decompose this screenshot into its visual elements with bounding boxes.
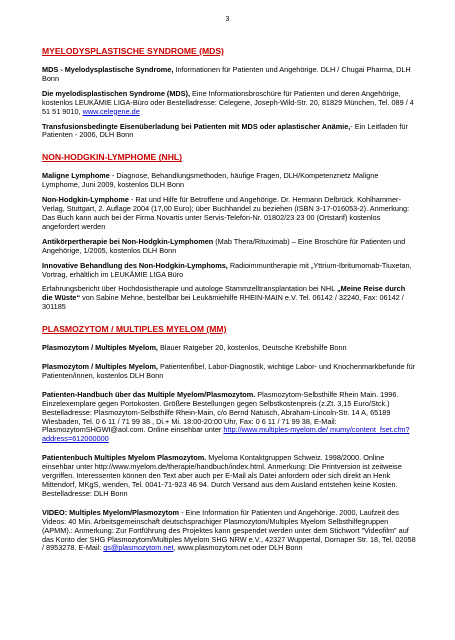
entry-title: Patientenbuch Multiples Myelom Plasmozytom. [42, 453, 207, 463]
entry-text: - Diagnose, Behandlungsmethoden, häufige Fragen, DLH/Kompetenznetz Maligne Lymphome, Juni 2009, kostenlos DLH Bonn [42, 171, 379, 190]
page-number: 3 [225, 16, 230, 23]
link-multiples-myelom[interactable]: http://www.multiples-myelom.de/ mumy/content_fset.cfm?address=612000000 [42, 425, 410, 444]
entry-nhl-3 [42, 238, 417, 256]
entry-text: Informationen für Patienten und Angehörige. DLH / Chugai Pharma, DLH Bonn [42, 65, 411, 83]
entry-title: Patienten-Handbuch über das Multiple Myelom/Plasmozytom. [42, 389, 256, 399]
entry-nhl-5 [42, 285, 417, 312]
entry-title: Maligne Lymphome [42, 171, 110, 181]
entry-text: von Sabine Mehne, bestellbar bei Leukämiehilfe RHEIN-MAIN e.V. Tel. 06142 / 32240, Fax: 06142 / 301185 [42, 293, 404, 312]
entry-title: Die myelodisplastischen Syndrome (MDS), [42, 88, 191, 98]
entry-title: VIDEO: Multiples Myelom/Plasmozytom [42, 507, 180, 517]
section-heading-nhl: NON-HODGKIN-LYMPHOME (NHL) [42, 152, 183, 163]
entry-title: Innovative Behandlung des Non-Hodgkin-Lymphoms, [42, 260, 228, 270]
entry-mds-3 [42, 123, 417, 141]
entry-text: Eine Informationsbroschüre für Patienten und deren Angehörige, kostenlos LEUKÄMIE LIGA-Büro oder Bestelladresse: Celegene, Joseph-Wild-Str. 20, 81829 München, Tel. 089 / 4 51 51 9010, [42, 88, 414, 116]
section-heading-mds: MYELODYSPLASTISCHE SYNDROME (MDS) [42, 46, 224, 56]
entry-mm-5 [42, 509, 417, 554]
section-heading-myelom: PLASMOZYTOM / MULTIPLES MYELOM (MM) [42, 324, 227, 335]
link-celegene[interactable]: www.celegene.de [82, 106, 140, 116]
entry-text: Patientenfibel, Labor-Diagnostik, wichtige Labor- und Knochenmarkbefunde für Patienten/innen, kostenlos DLH Bonn [42, 362, 416, 380]
entry-text: Erfahrungsbericht über Hochdosistherapie und autologe Stammzelltransplantation bei NHL [42, 284, 338, 294]
entry-title: Plasmozytom / Multiples Myelom, [42, 343, 158, 353]
entry-text: - Ein Leitfaden für Patienten - 2006, DLH Bonn [42, 121, 408, 140]
entry-mds-2 [42, 90, 417, 117]
entry-title: Plasmozytom / Multiples Myelom, [42, 362, 158, 372]
entry-mm-3 [42, 391, 417, 444]
entry-text: Blauer Ratgeber 20, kostenlos, Deutsche Krebshilfe Bonn [157, 343, 347, 353]
entry-text: (Mab Thera/Rituximab) – Eine Broschüre für Patienten und Angehörige, 1/2005, kostenlos DLH Bonn [42, 236, 406, 255]
entry-mds-1 [42, 66, 417, 84]
entry-title: MDS - Myelodysplastische Syndrome, [42, 65, 174, 74]
entry-nhl-4 [42, 262, 417, 280]
entry-title: „Meine Reise durch die Wüste“ [42, 284, 406, 303]
entry-text: , www.plasmozytom.net oder DLH Bonn [173, 543, 303, 553]
link-email-plasmozytom[interactable]: gs@plasmozytom.net [103, 543, 174, 553]
entry-text: - Rat und Hilfe für Betroffene und Angehörige. Dr. Hermann Delbrück. Kohlhammer-Verlag, Stuttgart, 2. Auflage 2004 (17,00 Euro); über Buchhandel zu beziehen (ISBN 3-17-016053-2). Anmerkung: Das Buch kann auch bei der Firma Novartis unter Servis-Telefon-Nr. 01802/23 23 00 (Ortstarif) kostenlos angefordert werden [42, 195, 410, 231]
entry-title: Transfusionsbedingte Eisenüberladung bei Patienten mit MDS oder aplastischer Anämie, [42, 121, 351, 131]
document-body [42, 46, 417, 553]
entry-nhl-1 [42, 172, 417, 190]
entry-text: Radioimmuntherapie mit „Yttrium-Ibritumomab-Tiuxetan, Vortrag, erhältlich im LEUKÄMIE LIGA Büro [42, 260, 412, 279]
entry-mm-2 [42, 363, 417, 381]
entry-text: - Eine Information für Patienten und Angehörige. 2000, Laufzeit des Videos: 40 Min. Arbeitsgemeinschaft deutschsprachiger Plasmozytom/Multiples Myelom Selbsthilfegruppen (APMM).: Anmerkung: Zur Fortführung des Projektes kann gespendet werden unter dem Stichwort "Videofilm" auf das Konto der SHG Plasmozytom/Multiples Myelom SHG NRW e.V., 42327 Wuppertal, Dornaper Str. 18, Tel. 02058 / 8953278. E-Mail: [42, 507, 416, 553]
entry-title: Non-Hodgkin-Lymphome [42, 195, 129, 205]
entry-mm-1 [42, 344, 417, 353]
entry-nhl-2 [42, 196, 417, 232]
entry-text: Plasmozytom-Selbsthilfe Rhein Main. 1996. Einzelexemplare gegen Portokosten. Größere Bestellungen gegen Selbstkostenpreis (z.Zt. 3,15 Euro/Stck.) Bestelladresse: Plasmozytom-Selbsthilfe Rhein-Main, c/o Bernd Natusch, Abraham-Lincoln-Str. 14 A, 65189 Wiesbaden, Tel. 0 6 11 / 71 99 38 , Di.+ Mi. 18:00-20:00 Uhr, Fax: 0 6 11 / 71 99 38, E-Mail: PlasmozytomSHGWI@aol.com. Online einsehbar unter [42, 389, 399, 435]
entry-title: Antikörpertherapie bei Non-Hodgkin-Lymphomen [42, 236, 214, 246]
entry-text: Myeloma Kontaktgruppen Schweiz. 1998/2000. Online einsehbar unter http://www.myelom.de/therapie/handbuch/index.html. Anmerkung: Die Printversion ist zeitweise vergriffen. Interessenten können den Text aber auch per E-Mail als Datei anfordern oder sich direkt an Henk Mittendorf, MKgS, wenden, Tel. 0041-71-923 46 94. Durch Versand aus dem Ausland entstehen keine Kosten. Bestelladresse: DLH Bonn [42, 453, 402, 498]
entry-mm-4 [42, 454, 417, 499]
